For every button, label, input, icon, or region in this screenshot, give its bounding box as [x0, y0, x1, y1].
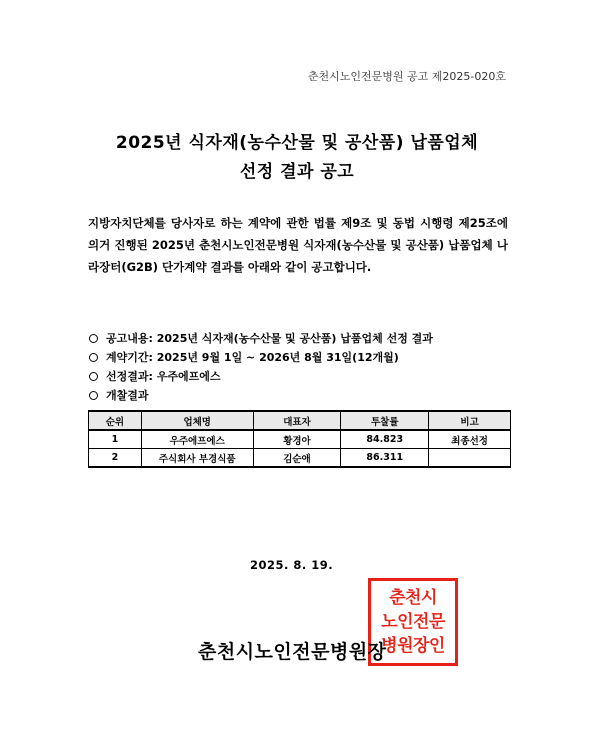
cell-bid-rate: 86.311 [341, 449, 429, 468]
header-rank: 순위 [89, 411, 142, 430]
seal-text-line: 노인전문 [381, 612, 445, 632]
detail-text: 개찰결과 [106, 389, 149, 402]
cell-bid-rate: 84.823 [341, 430, 429, 449]
notice-number: 춘천시노인전문병원 공고 제2025-020호 [307, 70, 506, 83]
cell-representative: 김순애 [253, 449, 341, 468]
header-company: 업체명 [141, 411, 253, 430]
circle-bullet-icon [89, 391, 98, 400]
cell-rank: 1 [89, 430, 142, 449]
table-row [89, 449, 511, 468]
detail-item-content [88, 329, 518, 348]
detail-text: 계약기간: 2025년 9월 1일 ~ 2026년 8월 31일(12개월) [106, 351, 399, 364]
header-representative: 대표자 [253, 411, 341, 430]
cell-company: 주식회사 부경식품 [141, 449, 253, 468]
document-title-line1: 2025년 식자재(농수산물 및 공산품) 납품업체 [115, 133, 479, 153]
table-row [89, 430, 511, 449]
announcement-date: 2025. 8. 19. [250, 558, 334, 572]
issuer-name: 춘천시노인전문병원장 [198, 641, 387, 663]
official-seal-stamp [368, 578, 458, 666]
table-header-row [89, 411, 511, 430]
cell-company: 우주에프에스 [141, 430, 253, 449]
detail-item-selection [88, 367, 518, 386]
cell-remarks: 최종선정 [429, 430, 511, 449]
seal-text-line: 병원장인 [381, 636, 445, 656]
cell-representative: 황경아 [253, 430, 341, 449]
circle-bullet-icon [89, 372, 98, 381]
bid-results-table [88, 410, 511, 468]
detail-item-period [88, 348, 518, 367]
header-remarks: 비고 [429, 411, 511, 430]
detail-item-opening [88, 386, 518, 405]
document-title-line2: 선정 결과 공고 [239, 162, 355, 182]
detail-text: 공고내용: 2025년 식자재(농수산물 및 공산품) 납품업체 선정 결과 [106, 332, 433, 345]
seal-text-line: 춘천시 [389, 588, 437, 608]
detail-text: 선정결과: 우주에프에스 [106, 370, 221, 383]
details-list [88, 329, 518, 405]
body-paragraph: 지방자치단체를 당사자로 하는 계약에 관한 법률 제9조 및 동법 시행령 제25조에 의거 진행된 2025년 춘천시노인전문병원 식자재(농수산물 및 공산품) 납품업체 나라장터(G2B) 단가계약 결과를 아래와 같이 공고합니다. [88, 216, 508, 274]
circle-bullet-icon [89, 334, 98, 343]
cell-rank: 2 [89, 449, 142, 468]
cell-remarks [429, 449, 511, 468]
circle-bullet-icon [89, 353, 98, 362]
header-bid-rate: 투찰률 [341, 411, 429, 430]
